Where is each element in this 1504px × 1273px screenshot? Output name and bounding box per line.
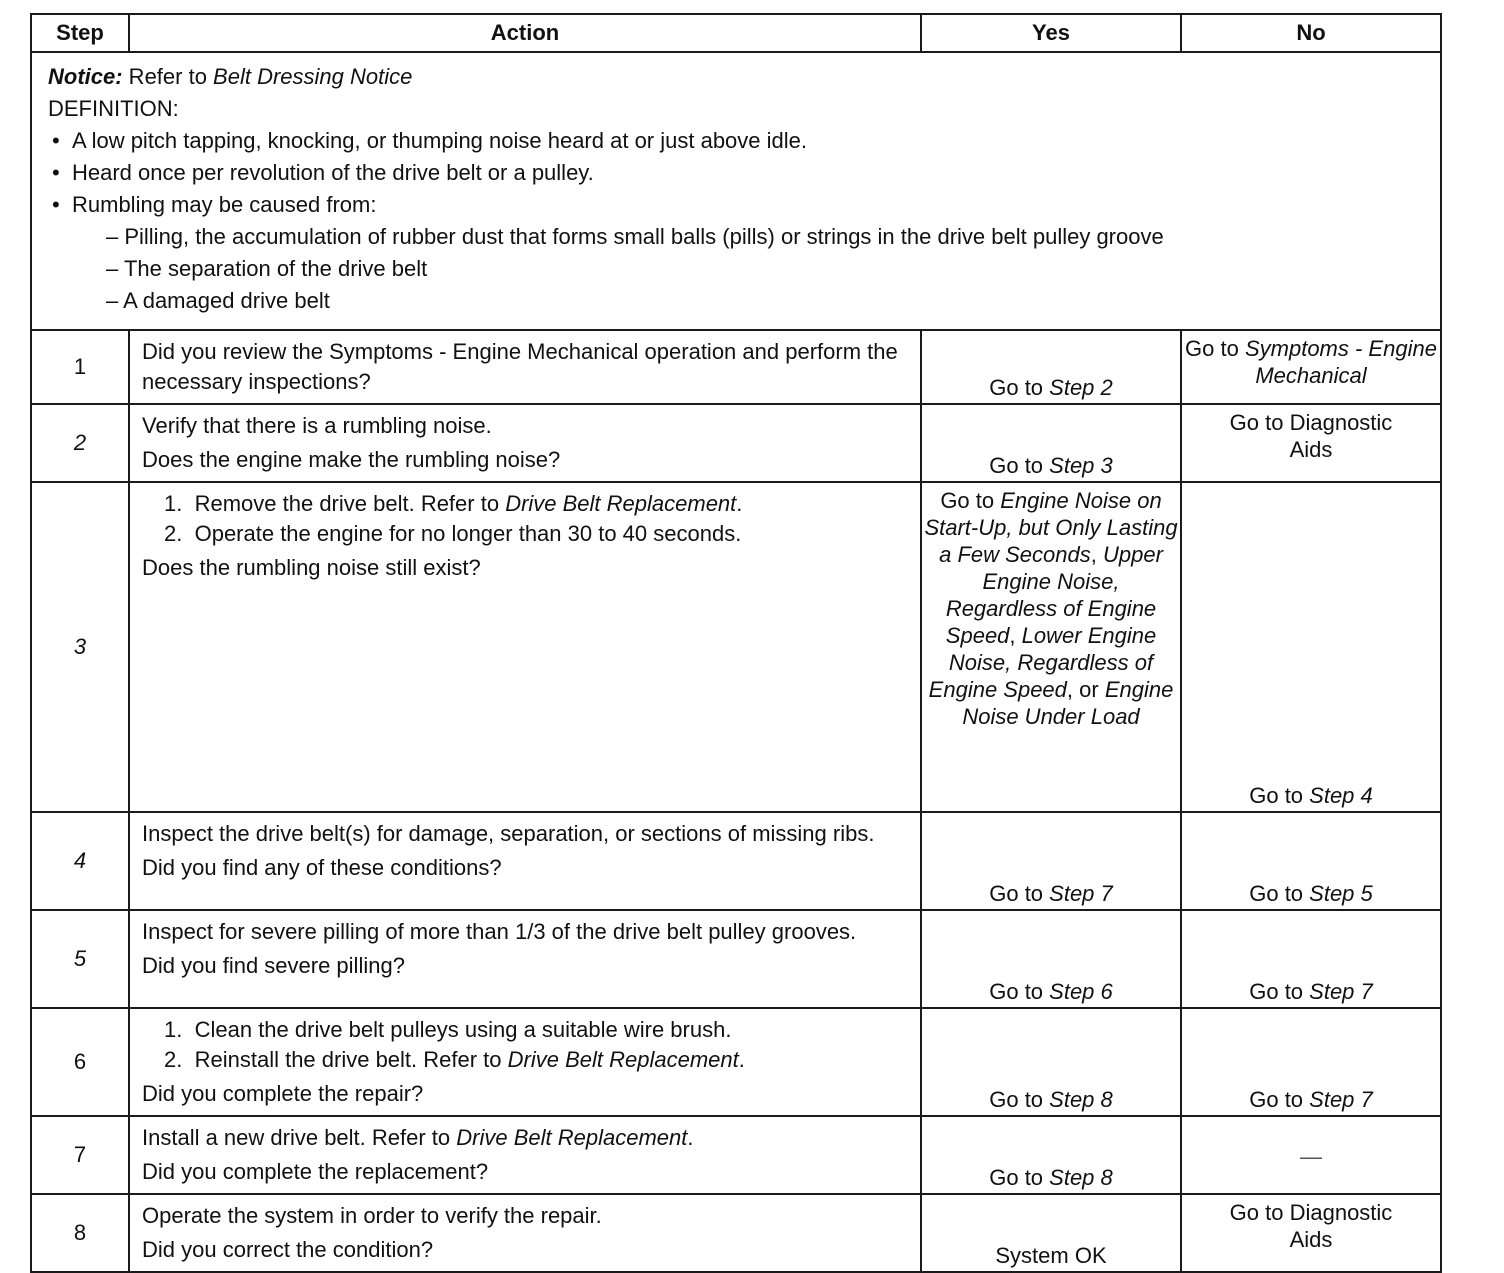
step-number: 1 [31,330,129,404]
yes-text: Go to [989,1087,1050,1112]
step-number: 8 [31,1194,129,1272]
yes-sep: , or [1066,677,1105,702]
list-number: 1. [164,1017,183,1042]
no-text: Go to [1249,1087,1310,1112]
action-list-item [142,489,910,519]
no-cell [1181,812,1441,910]
table-row [31,1116,1441,1194]
yes-cell [921,1116,1181,1194]
table-row [31,910,1441,1008]
definition-bullet: • A low pitch tapping, knocking, or thumping noise heard at or just above idle. [48,125,1426,157]
notice-line [48,61,1426,93]
definition-subitem: – The separation of the drive belt [106,256,428,281]
list-text: Reinstall the drive belt. Refer to [194,1047,508,1072]
list-text: Operate the engine for no longer than 30 to 40 seconds. [194,521,742,546]
no-ref: Step 7 [1309,1087,1373,1112]
drive-belt-replacement-ref: Drive Belt Replacement [456,1125,688,1150]
action-question: Does the engine make the rumbling noise? [142,447,561,472]
yes-ref: Step 7 [1049,881,1113,906]
action-question: Does the rumbling noise still exist? [142,555,481,580]
yes-cell [921,482,1181,812]
step-number: 2 [31,404,129,482]
yes-sep: , [1090,542,1103,567]
no-text: Go to Diagnostic Aids [1229,410,1393,462]
step-number: 6 [31,1008,129,1116]
no-text: Go to [1185,336,1245,361]
no-text: Go to [1249,783,1310,808]
diagnostic-table [30,13,1442,1273]
yes-cell [921,1008,1181,1116]
action-cell [129,910,921,1008]
yes-text: Go to [989,375,1050,400]
no-cell [1181,330,1441,404]
action-text: Verify that there is a rumbling noise. [142,413,492,438]
drive-belt-replacement-ref: Drive Belt Replacement [505,491,737,516]
no-cell [1181,1008,1441,1116]
no-cell [1181,1116,1441,1194]
yes-ref: Engine Noise on Start-Up, but Only Lasting a Few Seconds [924,488,1178,567]
action-text-end: . [687,1125,694,1150]
yes-cell [921,404,1181,482]
action-list-item [142,519,910,549]
definition-heading: DEFINITION: [48,96,179,121]
header-yes: Yes [921,14,1181,52]
definition-bullet: • Rumbling may be caused from: [48,189,1426,221]
no-text: — [1300,1143,1322,1169]
table-row [31,812,1441,910]
drive-belt-replacement-ref: Drive Belt Replacement [507,1047,739,1072]
definition-subitem: – Pilling, the accumulation of rubber dust that forms small balls (pills) or strings in the drive belt pulley groove [106,224,1164,249]
no-cell [1181,404,1441,482]
table-row [31,330,1441,404]
yes-cell [921,330,1181,404]
action-text [142,1123,910,1153]
no-ref: Step 4 [1309,783,1373,808]
yes-text: Go to [989,881,1050,906]
yes-cell [921,812,1181,910]
action-text: Inspect the drive belt(s) for damage, separation, or sections of missing ribs. [142,821,875,846]
header-no: No [1181,14,1441,52]
list-number: 1. [164,491,183,516]
no-cell [1181,482,1441,812]
action-list-item [142,1015,910,1045]
header-row [31,14,1441,52]
yes-text: Go to [989,1165,1050,1190]
yes-ref: Step 2 [1049,375,1113,400]
action-cell [129,1194,921,1272]
list-text-end: . [738,1047,745,1072]
action-text: Inspect for severe pilling of more than 1/3 of the drive belt pulley grooves. [142,919,857,944]
no-ref: Step 5 [1309,881,1373,906]
action-question: Did you find severe pilling? [142,953,405,978]
notice-row [31,52,1441,330]
belt-dressing-notice-ref: Belt Dressing Notice [213,64,413,89]
action-cell [129,404,921,482]
list-text: Remove the drive belt. Refer to [194,491,506,516]
definition-subitem: – A damaged drive belt [106,288,330,313]
list-text: Clean the drive belt pulleys using a suitable wire brush. [194,1017,732,1042]
header-action: Action [129,14,921,52]
table-row [31,1194,1441,1272]
yes-ref: Upper Engine Noise, Regardless of Engine Speed [945,542,1163,648]
no-cell [1181,1194,1441,1272]
step-number: 7 [31,1116,129,1194]
step-number: 3 [31,482,129,812]
table-row [31,1008,1441,1116]
table-row [31,482,1441,812]
action-text: Operate the system in order to verify the repair. [142,1203,602,1228]
yes-sep: , [1009,623,1022,648]
definition-bullet: • Heard once per revolution of the drive belt or a pulley. [48,157,1426,189]
step-number: 5 [31,910,129,1008]
table-row [31,404,1441,482]
action-cell [129,812,921,910]
yes-cell [921,1194,1181,1272]
yes-text: Go to [940,488,1001,513]
action-question: Did you find any of these conditions? [142,855,502,880]
yes-ref: Step 8 [1049,1087,1113,1112]
yes-ref: Step 3 [1049,453,1113,478]
notice-label: Notice: [48,64,123,89]
yes-ref: Step 8 [1049,1165,1113,1190]
no-text: Go to [1249,881,1310,906]
list-text-end: . [736,491,743,516]
action-text: Did you review the Symptoms - Engine Mechanical operation and perform the necessary inspections? [142,339,898,394]
no-ref: Symptoms - Engine Mechanical [1244,336,1437,388]
no-text: Go to Diagnostic Aids [1229,1200,1393,1252]
action-question: Did you correct the condition? [142,1237,434,1262]
list-number: 2. [164,1047,183,1072]
action-text-part: Install a new drive belt. Refer to [142,1125,457,1150]
action-cell [129,1116,921,1194]
action-cell [129,482,921,812]
yes-cell [921,910,1181,1008]
yes-ref: Step 6 [1049,979,1113,1004]
action-cell [129,1008,921,1116]
yes-ref: Lower Engine Noise, Regardless of Engine Speed [928,623,1157,702]
yes-text: Go to [989,979,1050,1004]
no-text: Go to [1249,979,1310,1004]
yes-ref: Engine Noise Under Load [962,677,1174,729]
no-ref: Step 7 [1309,979,1373,1004]
yes-text: Go to [989,453,1050,478]
list-number: 2. [164,521,183,546]
action-question: Did you complete the replacement? [142,1159,489,1184]
action-cell [129,330,921,404]
step-number: 4 [31,812,129,910]
header-step: Step [31,14,129,52]
yes-text: System OK [995,1243,1107,1268]
notice-text: Refer to [122,64,214,89]
action-list-item [142,1045,910,1075]
action-question: Did you complete the repair? [142,1081,424,1106]
notice-cell [31,52,1441,330]
no-cell [1181,910,1441,1008]
